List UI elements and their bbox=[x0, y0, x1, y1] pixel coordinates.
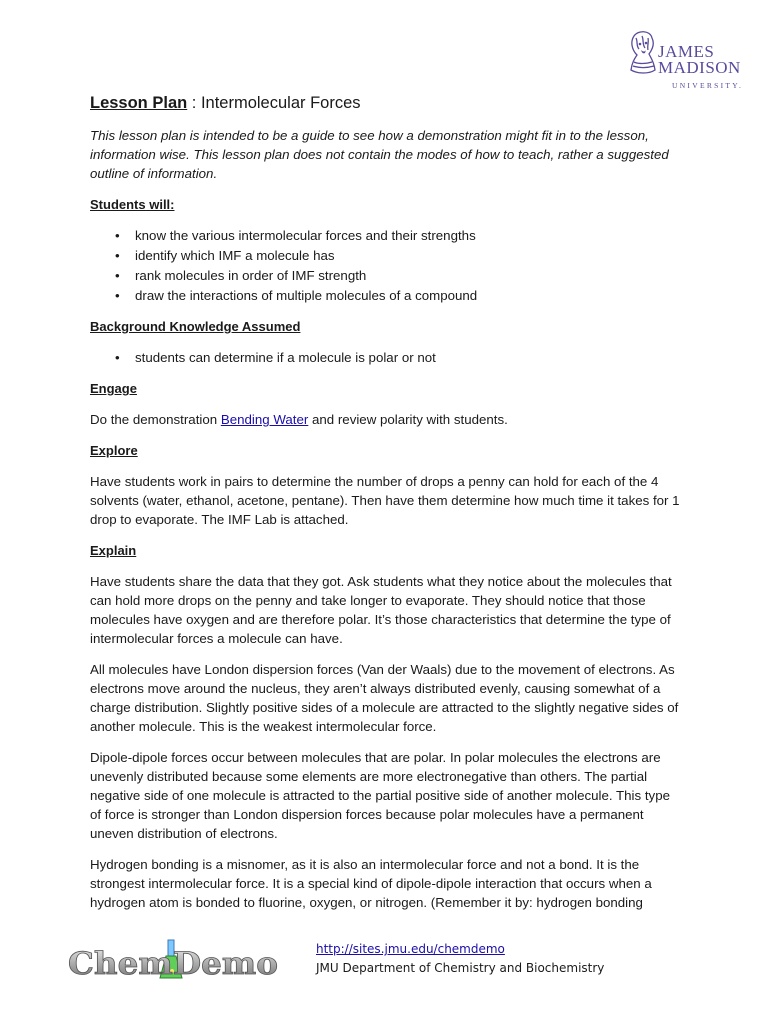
jmu-logo bbox=[622, 26, 742, 90]
students-will-list bbox=[90, 226, 684, 306]
explore-heading: Explore bbox=[90, 443, 138, 458]
footer-url-link[interactable]: http://sites.jmu.edu/chemdemo bbox=[316, 942, 505, 956]
chemdemo-logo bbox=[66, 938, 282, 984]
title-main: Lesson Plan bbox=[90, 94, 188, 112]
footer-department: JMU Department of Chemistry and Biochemistry bbox=[316, 961, 605, 975]
explain-heading: Explain bbox=[90, 543, 137, 558]
engage-text-before: Do the demonstration bbox=[90, 412, 221, 427]
students-will-heading: Students will: bbox=[90, 197, 175, 212]
engage-heading: Engage bbox=[90, 381, 137, 396]
document-body bbox=[90, 92, 684, 924]
explain-paragraph-3: Dipole-dipole forces occur between molecules that are polar. In polar molecules the electrons are unevenly distributed because some elements are more electronegative than others. The partial negative side of one molecule is attracted to the partial positive side of another molecule. This type of force is stronger than London dispersion forces because polar molecules have a permanent uneven distribution of electrons. bbox=[90, 750, 670, 841]
chemdemo-wordmark: ChemDemo bbox=[68, 946, 278, 982]
jmu-line-2: MADISON bbox=[658, 58, 741, 77]
list-item: • know the various intermolecular forces and their strengths bbox=[135, 226, 684, 246]
madison-portrait-icon bbox=[624, 28, 660, 80]
engage-text-after: and review polarity with students. bbox=[308, 412, 508, 427]
bending-water-link[interactable]: Bending Water bbox=[220, 412, 309, 427]
title-subject: : Intermolecular Forces bbox=[187, 94, 361, 112]
intro-paragraph: This lesson plan is intended to be a guide to see how a demonstration might fit in to the lesson, information wise. This lesson plan does not contain the modes of how to teach, rather a suggested outline of information. bbox=[90, 128, 669, 181]
explain-paragraph-4: Hydrogen bonding is a misnomer, as it is also an intermolecular force and not a bond. It is the strongest intermolecular force. It is a special kind of dipole-dipole interaction that occurs when a hydrogen atom is bonded to fluorine, oxygen, or nitrogen. (Remember it by: hydrogen bonding bbox=[90, 857, 652, 910]
list-item: • draw the interactions of multiple molecules of a compound bbox=[135, 286, 684, 306]
list-item: • identify which IMF a molecule has bbox=[135, 246, 684, 266]
background-list bbox=[90, 348, 684, 368]
jmu-line-1: JAMES bbox=[658, 42, 715, 61]
explain-paragraph-1: Have students share the data that they got. Ask students what they notice about the molecules that can hold more drops on the penny and take longer to evaporate. They should notice that those molecules have oxygen and are therefore polar. It’s those characteristics that determine the type of intermolecular forces a molecule can have. bbox=[90, 574, 672, 646]
background-heading: Background Knowledge Assumed bbox=[90, 319, 301, 334]
engage-paragraph bbox=[90, 410, 684, 429]
list-item: • students can determine if a molecule is polar or not bbox=[135, 348, 684, 368]
page-title bbox=[90, 92, 684, 114]
jmu-wordmark bbox=[658, 44, 743, 94]
explain-paragraph-2: All molecules have London dispersion forces (Van der Waals) due to the movement of electrons. As electrons move around the nucleus, they aren’t always distributed evenly, causing somewhat of a charge distribution. Slightly positive sides of a molecule are attracted to the slightly negative sides of another molecule. This is the weakest intermolecular force. bbox=[90, 662, 679, 734]
jmu-line-3: UNIVERSITY. bbox=[672, 81, 744, 90]
list-item: • rank molecules in order of IMF strength bbox=[135, 266, 684, 286]
explore-paragraph: Have students work in pairs to determine the number of drops a penny can hold for each of the 4 solvents (water, ethanol, acetone, pentane). Then have them determine how much time it takes for 1 drop to evaporate. The IMF Lab is attached. bbox=[90, 474, 680, 527]
page-footer bbox=[66, 938, 706, 988]
